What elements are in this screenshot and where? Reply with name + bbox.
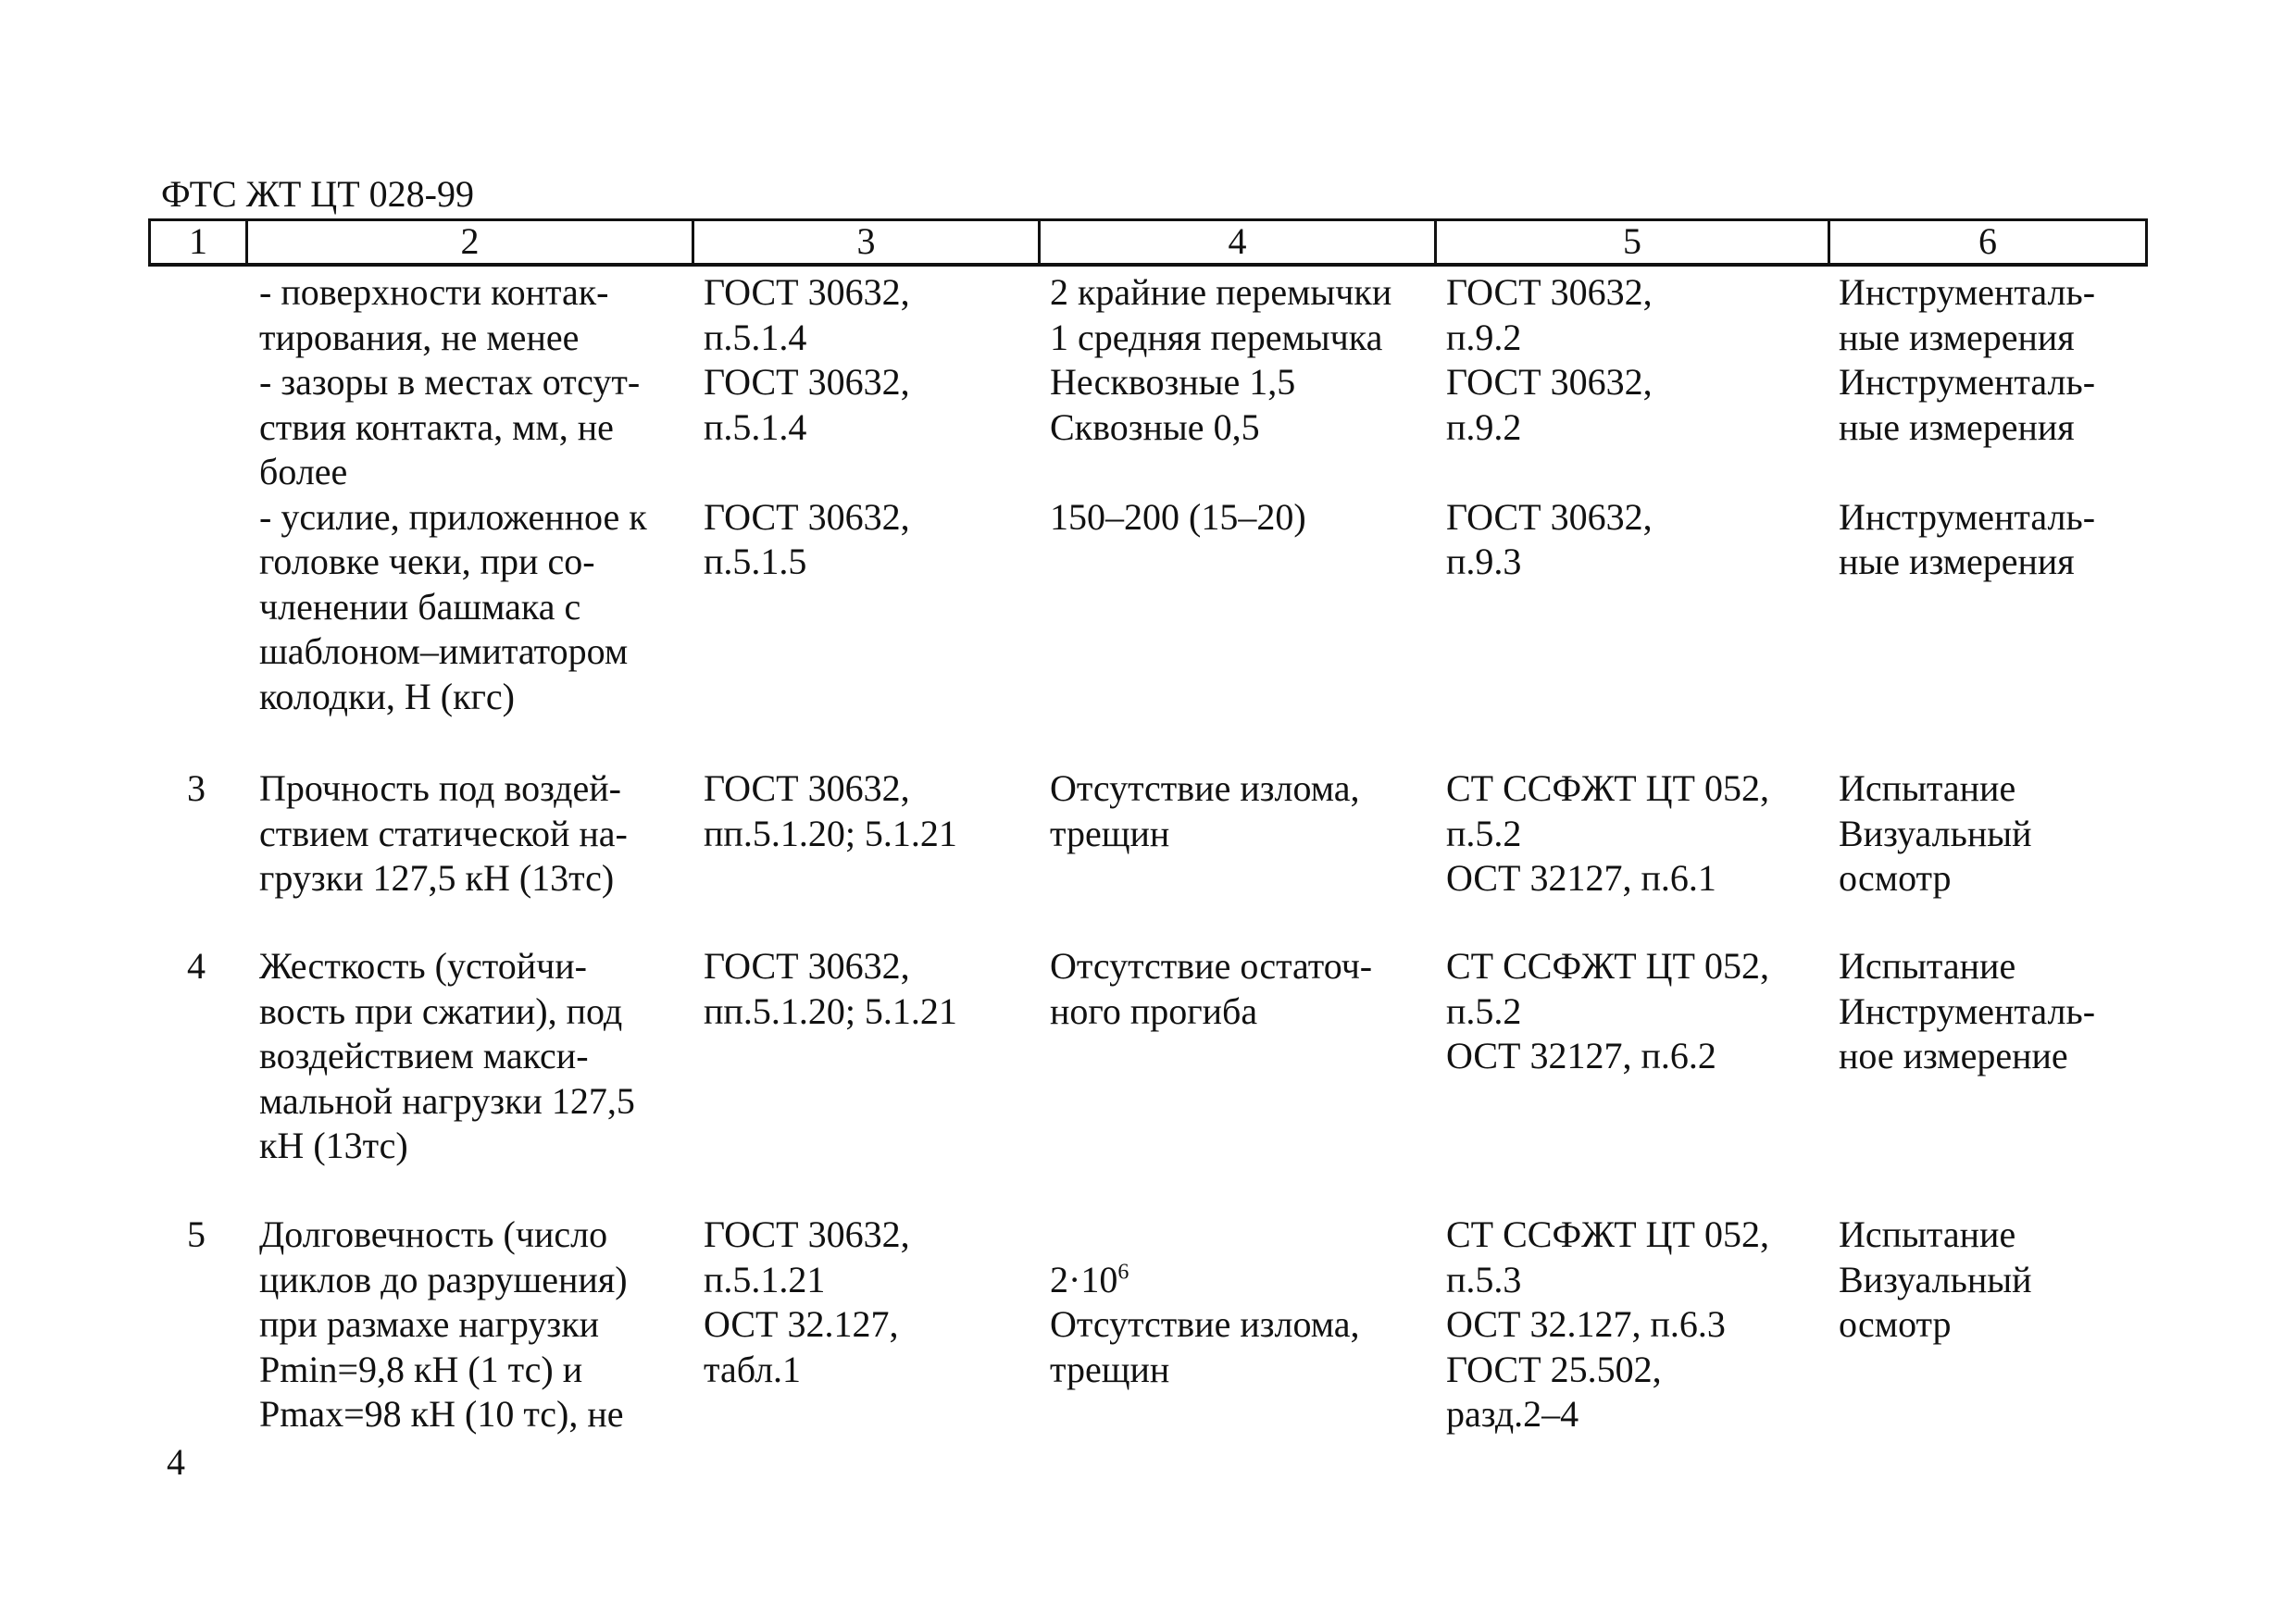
column-header-3: 3: [692, 221, 1038, 263]
norm-doc-cell: ГОСТ 30632, пп.5.1.20; 5.1.21: [704, 767, 957, 854]
value-text: Отсутствие излома, трещин: [1050, 1303, 1360, 1390]
column-header-1: 1: [189, 220, 207, 262]
parameter-cell: Жесткость (устойчи- вость при сжатии), под воздействием макси- мальной нагрузки 127,5 кН (13тс): [259, 945, 635, 1166]
norm-doc-cell: ГОСТ 30632, п.5.1.21 ОСТ 32.127, табл.1: [704, 1213, 910, 1390]
value-cell: 2 крайние перемычки 1 средняя перемычка Несквозные 1,5 Сквозные 0,5 150–200 (15–20): [1050, 271, 1392, 538]
method-doc-cell: ГОСТ 30632, п.9.2 ГОСТ 30632, п.9.2 ГОСТ 30632, п.9.3: [1446, 271, 1653, 582]
column-header-5: 5: [1434, 221, 1828, 263]
table-header-row: [148, 218, 2148, 267]
row-number: 4: [187, 945, 206, 987]
control-cell: Испытание Инструменталь- ное измерение: [1839, 945, 2096, 1076]
parameter-cell: - поверхности контак- тирования, не менее - зазоры в местах отсут- ствия контакта, мм, не более - усилие, приложенное к головке чеки, при со- членении башмака с шаблоном–имитатором колодки, Н (кгс): [259, 271, 647, 717]
column-header-4: 4: [1038, 221, 1434, 263]
method-doc-cell: СТ ССФЖТ ЦТ 052, п.5.2 ОСТ 32127, п.6.2: [1446, 945, 1769, 1076]
cycle-count: $2\cdot 10^6$: [1050, 1258, 1129, 1300]
parameter-cell: Прочность под воздей- ствием статической на- грузки 127,5 кН (13тс): [259, 767, 628, 899]
value-cell: Отсутствие излома, трещин: [1050, 767, 1360, 854]
norm-doc-cell: ГОСТ 30632, пп.5.1.20; 5.1.21: [704, 945, 957, 1032]
norm-doc-cell: ГОСТ 30632, п.5.1.4 ГОСТ 30632, п.5.1.4 ГОСТ 30632, п.5.1.5: [704, 271, 910, 582]
column-header-2: 2: [245, 221, 692, 263]
cycle-count-exponent: 6: [1117, 1260, 1129, 1285]
document-code: ФТС ЖТ ЦТ 028-99: [161, 173, 474, 215]
row-number: 5: [187, 1213, 206, 1255]
control-cell: Испытание Визуальный осмотр: [1839, 1213, 2032, 1345]
value-cell: [1050, 1213, 1448, 1392]
control-cell: Инструменталь- ные измерения Инструменталь- ные измерения Инструменталь- ные измерения: [1839, 271, 2096, 582]
parameter-cell: Долговечность (число циклов до разрушения) при размахе нагрузки Pmin=9,8 кН (1 тс) и Pmax=98 кН (10 тс), не: [259, 1213, 628, 1435]
page-number: 4: [167, 1441, 185, 1483]
method-doc-cell: СТ ССФЖТ ЦТ 052, п.5.3 ОСТ 32.127, п.6.3 ГОСТ 25.502, разд.2–4: [1446, 1213, 1769, 1435]
row-number: 3: [187, 767, 206, 809]
control-cell: Испытание Визуальный осмотр: [1839, 767, 2032, 899]
value-cell: Отсутствие остаточ- ного прогиба: [1050, 945, 1373, 1032]
method-doc-cell: СТ ССФЖТ ЦТ 052, п.5.2 ОСТ 32127, п.6.1: [1446, 767, 1769, 899]
column-header-6: 6: [1828, 221, 2145, 263]
